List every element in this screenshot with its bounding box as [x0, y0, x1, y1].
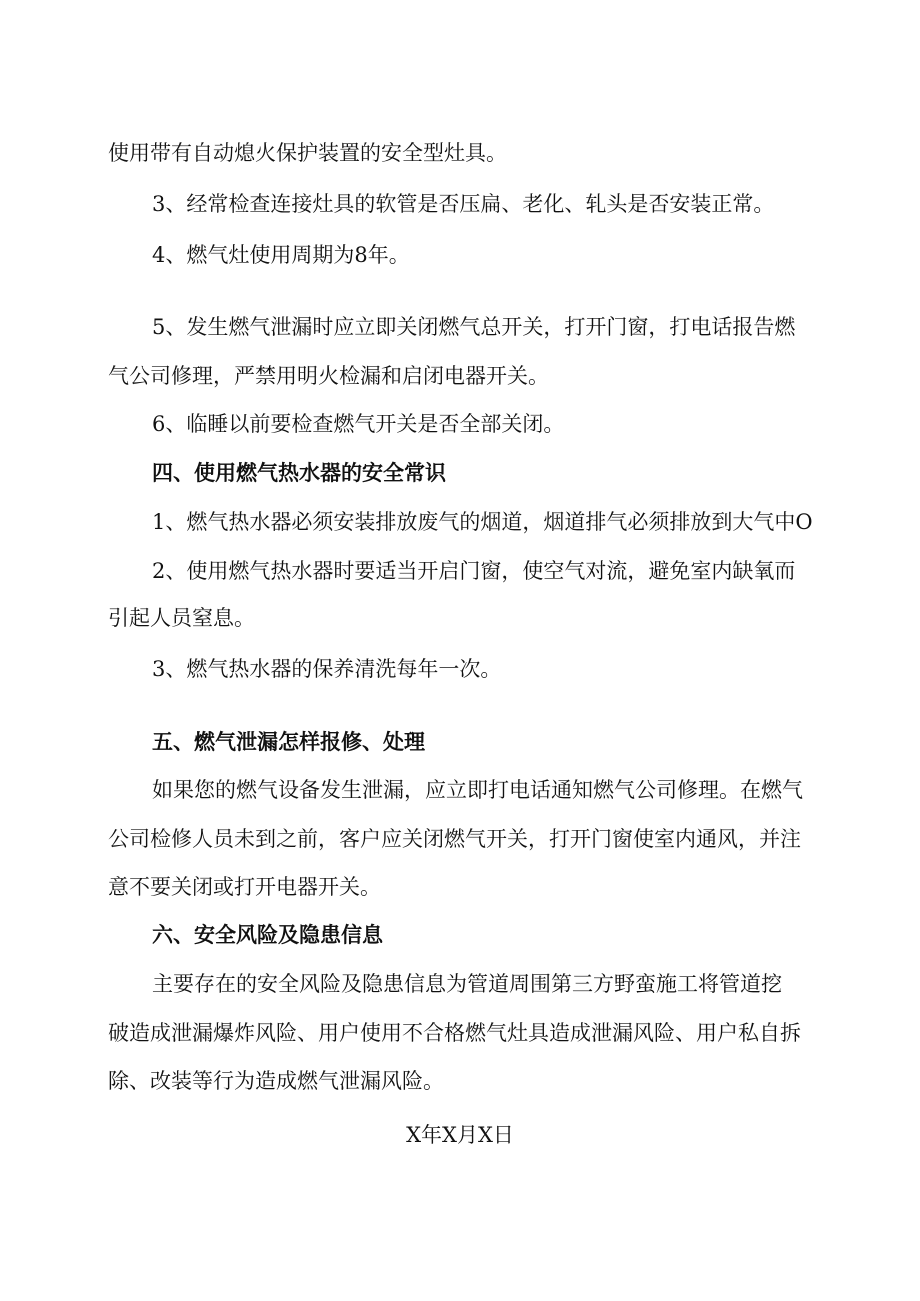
document-date: X年X月X日: [406, 1123, 514, 1147]
list-item-6: 6、临睡以前要检查燃气开关是否全部关闭。: [152, 412, 565, 436]
section-heading-5: 五、燃气泄漏怎样报修、处理: [152, 729, 425, 754]
paragraph-line: 意不要关闭或打开电器开关。: [108, 875, 381, 899]
list-item-2-continued: 引起人员窒息。: [108, 606, 255, 630]
list-item-5: 5、发生燃气泄漏时应立即关闭燃气总开关，打开门窗，打电话报告燃: [152, 315, 796, 339]
paragraph-line: 主要存在的安全风险及隐患信息为管道周围第三方野蛮施工将管道挖: [152, 972, 782, 996]
section-heading-6: 六、安全风险及隐患信息: [152, 922, 383, 947]
paragraph-line: 如果您的燃气设备发生泄漏，应立即打电话通知燃气公司修理。在燃气: [152, 778, 803, 802]
list-item-2: 2、使用燃气热水器时要适当开启门窗，使空气对流，避免室内缺氧而: [152, 559, 796, 583]
list-item-3-heater: 3、燃气热水器的保养清洗每年一次。: [152, 657, 502, 681]
list-item-1: 1、燃气热水器必须安装排放废气的烟道，烟道排气必须排放到大气中O: [152, 510, 813, 534]
paragraph-line: 破造成泄漏爆炸风险、用户使用不合格燃气灶具造成泄漏风险、用户私自拆: [108, 1021, 801, 1045]
list-item-4: 4、燃气灶使用周期为8年。: [152, 243, 410, 267]
paragraph-line: 除、改装等行为造成燃气泄漏风险。: [108, 1069, 444, 1093]
section-heading-4: 四、使用燃气热水器的安全常识: [152, 460, 446, 485]
paragraph-line: 使用带有自动熄火保护装置的安全型灶具。: [108, 141, 507, 165]
list-item-5-continued: 气公司修理，严禁用明火检漏和启闭电器开关。: [108, 364, 549, 388]
paragraph-line: 公司检修人员未到之前，客户应关闭燃气开关，打开门窗使室内通风，并注: [108, 827, 801, 851]
list-item-3: 3、经常检查连接灶具的软管是否压扁、老化、轧头是否安装正常。: [152, 192, 775, 216]
